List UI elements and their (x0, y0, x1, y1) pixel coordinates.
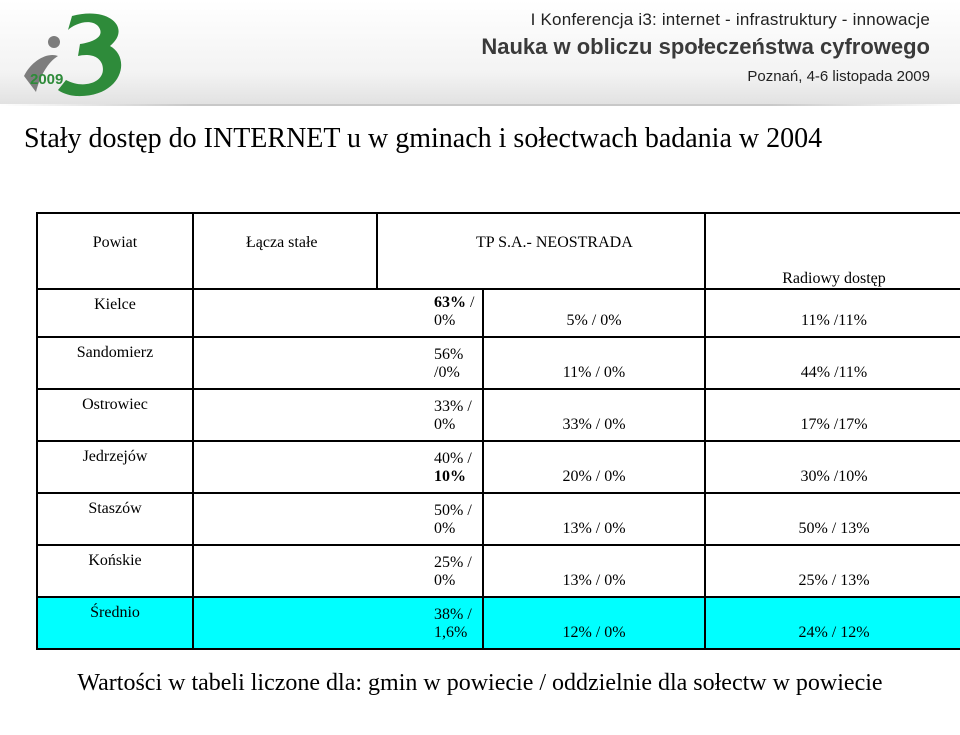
table-footnote: Wartości w tabeli liczone dla: gmin w powiecie / oddzielnie dla sołectw w powiecie (77, 670, 883, 696)
cell-radio: 30% /10% (705, 441, 960, 493)
cell-tp: 13% / 0% (483, 493, 705, 545)
cell-radio: 44% /11% (705, 337, 960, 389)
logo-year: 2009 (30, 71, 64, 88)
cell-lacza: 50% / 0% (193, 493, 483, 545)
table-row (37, 389, 960, 441)
cell-powiat: Średnio (37, 597, 193, 649)
header-tp: TP S.A.- NEOSTRADA (377, 213, 705, 289)
cell-tp: 11% / 0% (483, 337, 705, 389)
conference-name: I Konferencja i3: internet - infrastruktury - innowacje (530, 10, 930, 29)
cell-radio: 50% / 13% (705, 493, 960, 545)
table-row (37, 545, 960, 597)
cell-tp: 33% / 0% (483, 389, 705, 441)
cell-radio: 25% / 13% (705, 545, 960, 597)
table-row (37, 493, 960, 545)
cell-tp: 13% / 0% (483, 545, 705, 597)
i3-conference-logo (14, 6, 134, 106)
conference-header (0, 0, 960, 104)
table-row (37, 441, 960, 493)
table-row (37, 337, 960, 389)
cell-tp: 12% / 0% (483, 597, 705, 649)
slide-title: Stały dostęp do INTERNET u w gminach i sołectwach badania w 2004 (24, 123, 823, 154)
cell-lacza: 63% / 0% (193, 289, 483, 337)
header-lacza: Łącza stałe (193, 213, 377, 289)
conference-subtitle: Nauka w obliczu społeczeństwa cyfrowego (481, 34, 930, 59)
conference-place-date: Poznań, 4-6 listopada 2009 (747, 68, 930, 85)
cell-powiat: Kielce (37, 289, 193, 337)
cell-lacza: 33% / 0% (193, 389, 483, 441)
table-header-row (37, 213, 960, 289)
cell-powiat: Jedrzejów (37, 441, 193, 493)
header-divider (0, 104, 960, 106)
internet-access-table (36, 212, 960, 650)
header-radio: Radiowy dostęp (705, 213, 960, 289)
cell-powiat: Końskie (37, 545, 193, 597)
cell-lacza: 40% / 10% (193, 441, 483, 493)
table-row-average (37, 597, 960, 649)
cell-radio: 11% /11% (705, 289, 960, 337)
cell-lacza: 56% /0% (193, 337, 483, 389)
table-row (37, 289, 960, 337)
cell-tp: 5% / 0% (483, 289, 705, 337)
cell-radio: 24% / 12% (705, 597, 960, 649)
cell-radio: 17% /17% (705, 389, 960, 441)
cell-powiat: Ostrowiec (37, 389, 193, 441)
cell-lacza: 38% / 1,6% (193, 597, 483, 649)
cell-powiat: Sandomierz (37, 337, 193, 389)
cell-powiat: Staszów (37, 493, 193, 545)
cell-lacza: 25% / 0% (193, 545, 483, 597)
header-powiat: Powiat (37, 213, 193, 289)
cell-tp: 20% / 0% (483, 441, 705, 493)
